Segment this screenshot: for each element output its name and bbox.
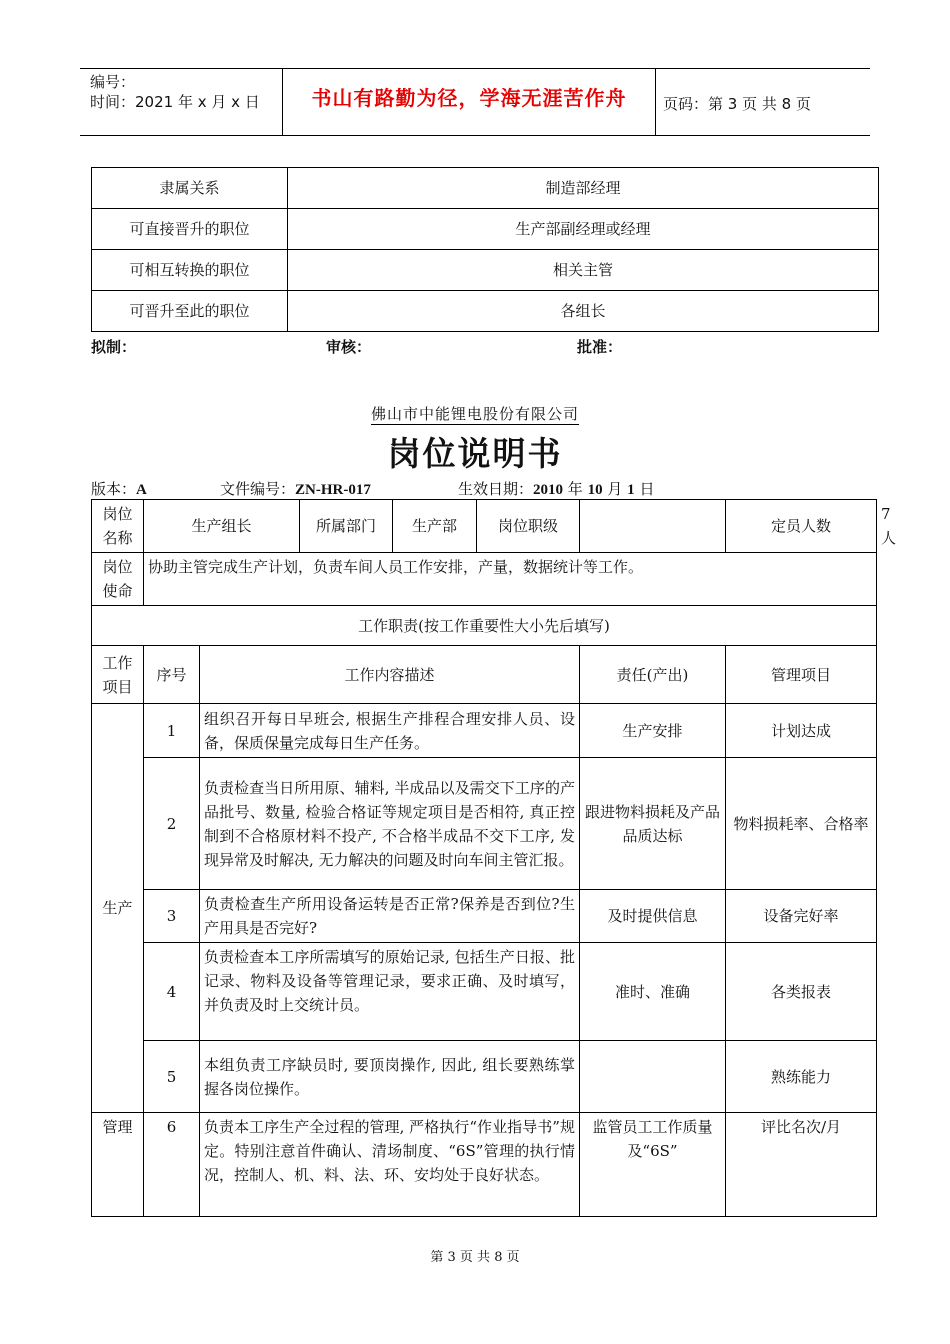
effective-date-field xyxy=(458,478,654,499)
sign-draft: 拟制： xyxy=(91,338,137,356)
table-row xyxy=(92,291,879,332)
col-header-item: 工作项目 xyxy=(92,646,144,704)
duty-seq: 4 xyxy=(144,943,200,1041)
duty-mgmt: 各类报表 xyxy=(726,943,877,1041)
company-name xyxy=(0,403,950,424)
relation-value: 制造部经理 xyxy=(288,168,879,209)
relation-label: 可直接晋升的职位 xyxy=(92,209,288,250)
col-header-mgmt: 管理项目 xyxy=(726,646,877,704)
date-day-unit: 日 xyxy=(639,480,655,498)
mission-value: 协助主管完成生产计划，负责车间人员工作安排，产量，数据统计等工作。 xyxy=(144,553,877,606)
doc-number-label: 文件编号： xyxy=(220,480,296,498)
date-month: 10 xyxy=(587,482,603,498)
header-top-line xyxy=(80,68,870,69)
version-label: 版本： xyxy=(91,480,137,498)
level-label: 岗位职级 xyxy=(477,500,580,553)
duty-seq: 6 xyxy=(144,1113,200,1217)
relation-label: 可相互转换的职位 xyxy=(92,250,288,291)
mission-label: 岗位使命 xyxy=(92,553,144,606)
group-management: 管理 xyxy=(92,1113,144,1217)
table-row xyxy=(92,943,877,1041)
table-row xyxy=(92,1113,877,1217)
department-label: 所属部门 xyxy=(300,500,393,553)
table-row xyxy=(92,250,879,291)
col-header-desc: 工作内容描述 xyxy=(200,646,580,704)
duty-resp: 及时提供信息 xyxy=(580,890,726,943)
header-page-number: 页码：第 3 页 共 8 页 xyxy=(663,95,811,113)
page-footer: 第 3 页 共 8 页 xyxy=(430,1250,520,1265)
table-row xyxy=(92,209,879,250)
duty-resp xyxy=(580,1041,726,1113)
date-month-unit: 月 xyxy=(607,480,623,498)
col-header-seq: 序号 xyxy=(144,646,200,704)
staff-label: 定员人数 xyxy=(726,500,877,553)
duty-mgmt: 设备完好率 xyxy=(726,890,877,943)
table-row xyxy=(92,704,877,758)
department-value: 生产部 xyxy=(393,500,477,553)
table-row: 岗位名称 生产组长 所属部门 生产部 岗位职级 定员人数 7 人 xyxy=(92,500,877,553)
duty-desc: 负责检查生产所用设备运转是否正常?保养是否到位?生产用具是否完好? xyxy=(200,890,580,943)
company-name-text: 佛山市中能锂电股份有限公司 xyxy=(370,405,579,423)
position-name-label: 岗位名称 xyxy=(92,500,144,553)
table-row xyxy=(92,606,877,646)
group-production: 生产 xyxy=(92,704,144,1113)
header-bottom-line xyxy=(80,135,870,136)
duty-mgmt: 评比名次/月 xyxy=(726,1113,877,1217)
duty-seq: 2 xyxy=(144,758,200,890)
table-row xyxy=(92,168,879,209)
date-label: 生效日期： xyxy=(458,480,534,498)
duty-mgmt: 计划达成 xyxy=(726,704,877,758)
relation-label: 可晋升至此的职位 xyxy=(92,291,288,332)
document-time: 时间：2021 年 x 月 x 日 xyxy=(90,93,260,111)
page-title: 岗位说明书 xyxy=(387,434,563,473)
position-name-value: 生产组长 xyxy=(144,500,300,553)
table-row xyxy=(92,553,877,606)
duty-seq: 5 xyxy=(144,1041,200,1113)
duty-seq: 3 xyxy=(144,890,200,943)
duty-resp: 准时、准确 xyxy=(580,943,726,1041)
duty-desc: 本组负责工序缺员时, 要顶岗操作, 因此, 组长要熟练掌握各岗位操作。 xyxy=(200,1041,580,1113)
table-row xyxy=(92,1041,877,1113)
header-left xyxy=(90,72,260,112)
job-description-table xyxy=(91,499,897,1217)
sign-review: 审核： xyxy=(326,338,372,356)
duty-desc: 负责检查本工序所需填写的原始记录, 包括生产日报、批记录、物料及设备等管理记录，要求正确、及时填写，并负责及时上交统计员。 xyxy=(200,943,580,1041)
version-field xyxy=(91,478,147,499)
relation-value: 相关主管 xyxy=(288,250,879,291)
date-year-unit: 年 xyxy=(567,480,583,498)
document-number-label: 编号： xyxy=(90,73,136,91)
table-row xyxy=(92,646,877,704)
relations-table xyxy=(91,167,879,332)
duty-desc: 组织召开每日早班会, 根据生产排程合理安排人员、设备，保质保量完成每日生产任务。 xyxy=(200,704,580,758)
duty-mgmt: 熟练能力 xyxy=(726,1041,877,1113)
version-value: A xyxy=(136,482,147,498)
relation-value: 生产部副经理或经理 xyxy=(288,209,879,250)
duty-resp: 跟进物料损耗及产品品质达标 xyxy=(580,758,726,890)
table-row xyxy=(92,890,877,943)
duty-mgmt: 物料损耗率、合格率 xyxy=(726,758,877,890)
col-header-resp: 责任(产出) xyxy=(580,646,726,704)
table-row xyxy=(92,758,877,890)
date-day: 1 xyxy=(627,482,635,498)
duty-resp: 生产安排 xyxy=(580,704,726,758)
header-motto: 书山有路勤为径，学海无涯苦作舟 xyxy=(311,86,627,110)
header-divider-right xyxy=(655,68,656,135)
doc-number-field xyxy=(220,478,371,499)
duty-seq: 1 xyxy=(144,704,200,758)
level-value xyxy=(580,500,726,553)
duty-desc: 负责检查当日所用原、辅料, 半成品以及需交下工序的产品批号、数量, 检验合格证等规定项目是否相符, 真正控制到不合格原材料不投产, 不合格半成品不交下工序, 发现异常及时解决, 无力解决的问题及时向车间主管汇报。 xyxy=(200,758,580,890)
duty-desc: 负责本工序生产全过程的管理, 严格执行“作业指导书”规定。特别注意首件确认、清场制度、“6S”管理的执行情况，控制人、机、料、法、环、安均处于良好状态。 xyxy=(200,1113,580,1217)
date-year: 2010 xyxy=(533,482,564,498)
duties-section-title: 工作职责(按工作重要性大小先后填写) xyxy=(92,606,877,646)
doc-number-value: ZN-HR-017 xyxy=(295,482,371,498)
relation-value: 各组长 xyxy=(288,291,879,332)
duty-resp: 监管员工工作质量及“6S” xyxy=(580,1113,726,1217)
sign-approve: 批准： xyxy=(577,338,623,356)
relation-label: 隶属关系 xyxy=(92,168,288,209)
